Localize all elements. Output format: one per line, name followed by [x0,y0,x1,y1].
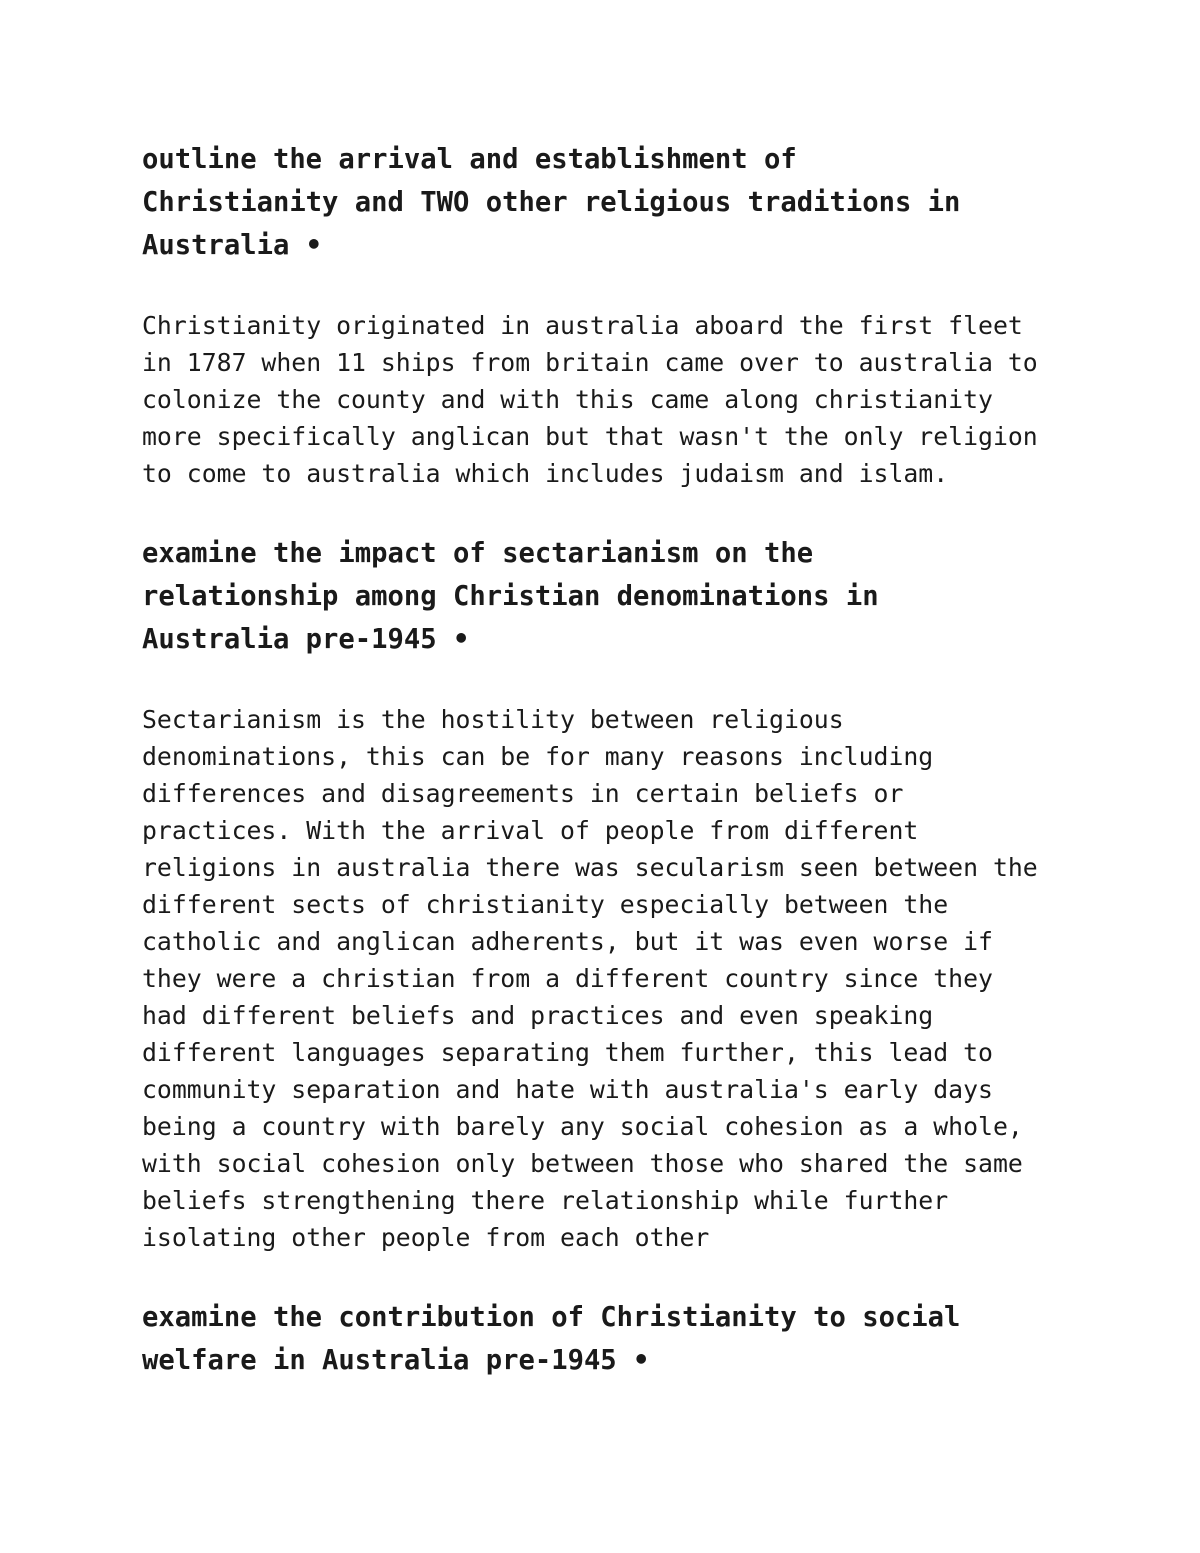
document-page [142,138,1082,1382]
section-body-sectarianism: Sectarianism is the hostility between religious denominations, this can be for many reasons including differences and disagreements in certain beliefs or practices. With the arrival of people from different religions in australia there was secularism seen between the different sects of christianity especially between the catholic and anglican adherents, but it was even worse if they were a christian from a different country since they had different beliefs and practices and even speaking different languages separating them further, this lead to community separation and hate with australia's early days being a country with barely any social cohesion as a whole, with social cohesion only between those who shared the same beliefs strengthening there relationship while further isolating other people from each other [142,705,1038,1252]
section-body-arrival: Christianity originated in australia aboard the first fleet in 1787 when 11 ships from britain came over to australia to colonize the county and with this came along christianity more specifically anglican but that wasn't the only religion to come to australia which includes judaism and islam. [142,311,1038,488]
section-heading-arrival: outline the arrival and establishment of Christianity and TWO other religious traditions in Australia • [142,144,961,261]
section-heading-social-welfare: examine the contribution of Christianity to social welfare in Australia pre-1945 • [142,1302,961,1376]
section-heading-sectarianism: examine the impact of sectarianism on the relationship among Christian denominations in Australia pre-1945 • [142,538,879,655]
